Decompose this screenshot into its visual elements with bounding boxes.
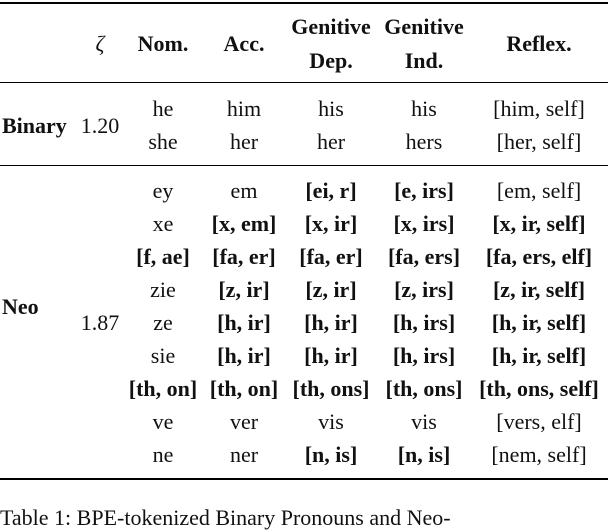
cell-reflex: [vers, elf] xyxy=(496,409,582,434)
cell-reflex: [fa, ers, elf] xyxy=(485,244,593,269)
header-zeta: ζ xyxy=(95,31,105,56)
cell-nom: ve xyxy=(152,409,174,434)
cell-acc: [th, on] xyxy=(209,376,279,401)
cell-acc: [x, em] xyxy=(211,211,277,236)
cell-reflex: [em, self] xyxy=(496,178,582,203)
cell-nom: sie xyxy=(150,343,176,368)
header-gen-ind-line1: Genitive xyxy=(384,14,464,39)
cell-reflex: [her, self] xyxy=(496,129,582,154)
table-bottom-rule xyxy=(0,478,608,480)
cell-acc: [fa, er] xyxy=(212,244,276,269)
cell-gen-ind: his xyxy=(411,96,437,121)
cell-gen-ind: [fa, ers] xyxy=(387,244,461,269)
cell-nom: xe xyxy=(152,211,174,236)
cell-gen-dep: her xyxy=(316,129,346,154)
cell-reflex: [z, ir, self] xyxy=(492,277,586,302)
cell-gen-ind: vis xyxy=(411,409,437,434)
header-gen-dep-line2: Dep. xyxy=(309,48,353,73)
cell-gen-ind: [z, irs] xyxy=(394,277,454,302)
cell-gen-ind: [h, irs] xyxy=(392,310,456,335)
cell-nom: she xyxy=(148,129,178,154)
group-label-neo: Neo xyxy=(2,294,39,319)
cell-nom: ne xyxy=(152,442,174,467)
cell-nom: ze xyxy=(153,310,173,335)
table-top-rule xyxy=(0,2,608,4)
cell-gen-dep: [h, ir] xyxy=(304,343,358,368)
header-gen-dep-line1: Genitive xyxy=(291,14,371,39)
cell-nom: ey xyxy=(152,178,174,203)
header-gen-ind-line2: Ind. xyxy=(404,48,444,73)
header-reflex: Reflex. xyxy=(506,31,572,56)
cell-reflex: [th, ons, self] xyxy=(479,376,599,401)
cell-gen-dep: [z, ir] xyxy=(305,277,357,302)
cell-reflex: [nem, self] xyxy=(491,442,587,467)
cell-reflex: [x, ir, self] xyxy=(492,211,586,236)
table-caption: Table 1: BPE-tokenized Binary Pronouns and Neo- xyxy=(0,505,451,530)
cell-acc: [z, ir] xyxy=(218,277,270,302)
cell-nom: he xyxy=(152,96,174,121)
cell-gen-dep: [x, ir] xyxy=(304,211,358,236)
cell-acc: em xyxy=(230,178,258,203)
group-separator-rule xyxy=(0,165,608,166)
cell-gen-ind: hers xyxy=(405,129,443,154)
header-rule xyxy=(0,82,608,83)
group-label-binary: Binary xyxy=(2,113,67,138)
cell-reflex: [h, ir, self] xyxy=(491,310,587,335)
header-acc: Acc. xyxy=(223,31,265,56)
cell-reflex: [him, self] xyxy=(493,96,585,121)
cell-gen-dep: [n, is] xyxy=(304,442,358,467)
cell-gen-dep: vis xyxy=(318,409,344,434)
cell-gen-ind: [h, irs] xyxy=(392,343,456,368)
cell-acc: [h, ir] xyxy=(217,310,271,335)
cell-gen-dep: [fa, er] xyxy=(299,244,363,269)
cell-acc: her xyxy=(229,129,259,154)
group-zeta-binary: 1.20 xyxy=(80,113,120,138)
cell-reflex: [h, ir, self] xyxy=(491,343,587,368)
cell-acc: ver xyxy=(229,409,259,434)
cell-nom: zie xyxy=(150,277,176,302)
header-nom: Nom. xyxy=(137,31,189,56)
cell-gen-ind: [x, irs] xyxy=(393,211,455,236)
cell-gen-ind: [n, is] xyxy=(397,442,451,467)
cell-nom: [f, ae] xyxy=(136,244,190,269)
cell-gen-ind: [th, ons] xyxy=(385,376,463,401)
cell-acc: [h, ir] xyxy=(217,343,271,368)
cell-acc: ner xyxy=(229,442,259,467)
cell-acc: him xyxy=(226,96,262,121)
cell-gen-ind: [e, irs] xyxy=(394,178,454,203)
cell-nom: [th, on] xyxy=(128,376,198,401)
cell-gen-dep: his xyxy=(318,96,344,121)
cell-gen-dep: [th, ons] xyxy=(292,376,370,401)
cell-gen-dep: [h, ir] xyxy=(304,310,358,335)
cell-gen-dep: [ei, r] xyxy=(305,178,357,203)
group-zeta-neo: 1.87 xyxy=(80,310,120,335)
